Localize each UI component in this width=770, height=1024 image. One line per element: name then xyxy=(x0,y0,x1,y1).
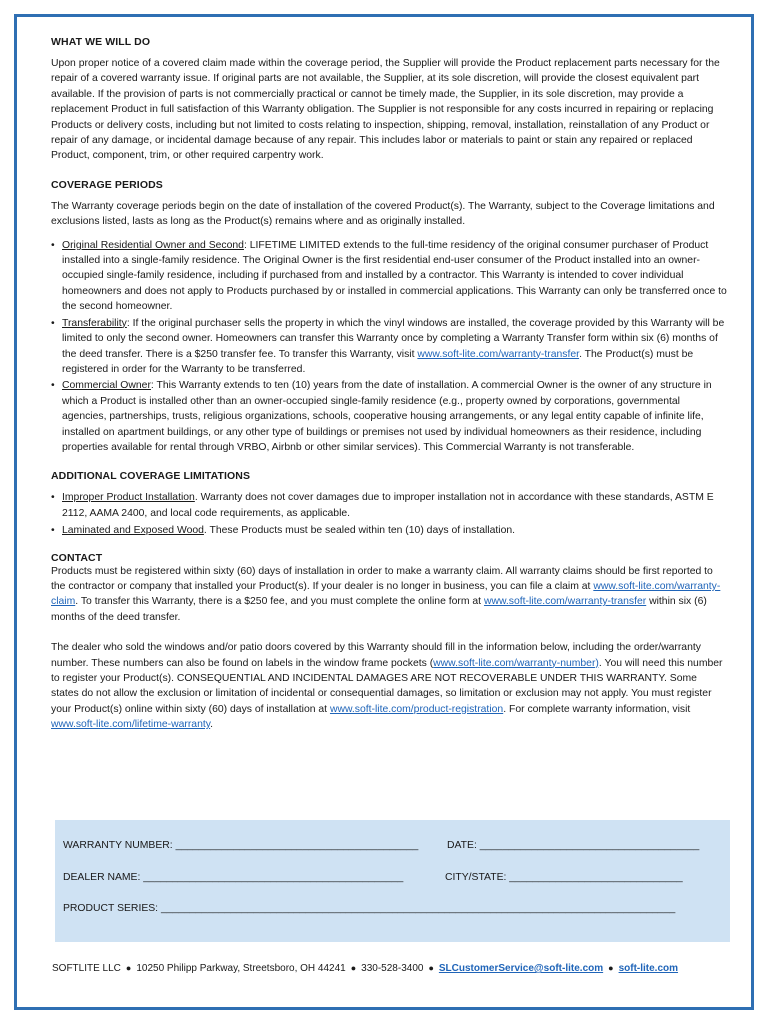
term: Improper Product Installation xyxy=(62,492,195,504)
item-text: . The Product(s) must be registered in order for the Warranty to be transferred. xyxy=(62,348,694,375)
text: . You will need this number to register your Product(s). CONSEQUENTIAL AND INCIDENTAL DAMAGES ARE NOT RECOVERABLE UNDER THIS WARRANTY. Some states do not allow the exclusion or limitation of incidental or consequential damages, so limitation or exclusion may not apply. You must register your Product(s) online within sixty (60) days of installation at xyxy=(51,657,723,715)
date-field[interactable]: DATE: ______________________________________ xyxy=(447,840,700,851)
footer xyxy=(52,963,742,974)
dealer-name-field[interactable]: DEALER NAME: _____________________________________________ xyxy=(63,872,404,883)
warranty-number-field[interactable]: WARRANTY NUMBER: __________________________________________ xyxy=(63,840,419,851)
email-link[interactable]: SLCustomerService@soft-lite.com xyxy=(438,963,604,974)
list-item xyxy=(51,378,727,455)
term: Transferability xyxy=(62,317,127,329)
text: . To transfer this Warranty, there is a $250 fee, and you must complete the online form at xyxy=(75,596,484,608)
section-body: Upon proper notice of a covered claim made within the coverage period, the Supplier will provide the Product replacement parts necessary for the repair of a covered warranty issue. If original parts are not available, the Supplier, at its sole discretion, will provide the closest equivalent part available. If the provision of parts is not commercially practical or cannot be timely made, the Supplier, in its sole discretion, may provide a replacement Product in full satisfaction of this Warranty obligation. The Supplier is not responsible for any costs incurred in repairing or replacing Products or delivery costs, including but not limited to costs relating to inspection, shipping, removal, installation, reinstallation of any Product or repair of any damage, or incidental damage because of any repair. This includes labor or materials to paint or stain any repaired or replaced Product, component, trim, or other required carpentry work. xyxy=(51,58,720,162)
coverage-periods-section xyxy=(51,179,727,456)
limitations-list xyxy=(51,490,727,538)
list-item xyxy=(51,238,727,315)
warranty-number-link[interactable]: www.soft-lite.com/warranty-number) xyxy=(433,657,599,669)
additional-limitations-section xyxy=(51,470,727,538)
section-heading: ADDITIONAL COVERAGE LIMITATIONS xyxy=(51,470,251,483)
warranty-content xyxy=(51,36,727,733)
city-state-field[interactable]: CITY/STATE: ______________________________ xyxy=(445,872,683,883)
warranty-transfer-link[interactable]: www.soft-lite.com/warranty-transfer xyxy=(417,348,580,360)
text: Products must be registered within sixty (60) days of installation in order to make a warranty claim. All warranty claims should be first reported to the contractor or company that installed your Product(s). If your dealer is no longer in business, you can file a claim at xyxy=(51,565,713,592)
list-item xyxy=(51,490,727,521)
item-text: . Warranty does not cover damages due to improper installation not in accordance with these standards, ASTM E 2112, AAMA 2400, and local code requirements, as applicable. xyxy=(62,492,714,519)
bullet-separator: ● xyxy=(608,963,614,973)
dealer-paragraph xyxy=(51,640,727,732)
product-series-field[interactable]: PRODUCT SERIES: _________________________________________________________________________________________ xyxy=(63,903,676,914)
company-name: SOFTLITE LLC xyxy=(52,963,121,974)
item-text: : If the original purchaser sells the property in which the vinyl windows are installed, the coverage provided by this Warranty will be limited to only the second owner. Homeowners can transfer this Warranty once by completing a Warranty Transfer form within six (6) months of the deed transfer. There is a $250 transfer fee. To transfer this Warranty, visit xyxy=(62,317,725,360)
dealer-info-form xyxy=(55,820,730,942)
item-text: : LIFETIME LIMITED extends to the full-time residency of the original consumer purchaser of Product installed into a single-family residence. The Original Owner is the first residential end-user consumer of the Product installed into an owner-occupied single-family residence, including if purchased from and installed by a contractor. This Warranty is intended to cover individual homeowners and does not apply to Products purchased by or installed in commercial applications. This Warranty can only be transferred once to the second homeowner. xyxy=(62,239,727,313)
term: Original Residential Owner and Second xyxy=(62,239,244,251)
lifetime-warranty-link[interactable]: www.soft-lite.com/lifetime-warranty xyxy=(51,719,211,731)
list-item xyxy=(51,316,727,378)
contact-paragraph xyxy=(51,564,727,626)
website-link[interactable]: soft-lite.com xyxy=(618,963,679,974)
bullet-separator: ● xyxy=(428,963,434,973)
section-heading: COVERAGE PERIODS xyxy=(51,178,163,191)
section-intro: The Warranty coverage periods begin on the date of installation of the covered Product(s). The Warranty, subject to the Coverage limitations and exclusions listed, lasts as long as the Product(s) remains where and as originally installed. xyxy=(51,200,715,228)
section-heading: WHAT WE WILL DO xyxy=(51,36,151,48)
text: The dealer who sold the windows and/or patio doors covered by this Warranty should fill in the information below, including the order/warranty number. These numbers can also be found on labels in the window frame pockets ( xyxy=(51,642,701,669)
list-item xyxy=(51,523,727,538)
text: . For complete warranty information, visit xyxy=(503,703,691,715)
warranty-transfer-link[interactable]: www.soft-lite.com/warranty-transfer xyxy=(483,596,647,608)
company-address: 10250 Philipp Parkway, Streetsboro, OH 44241 xyxy=(136,963,346,974)
bullet-separator: ● xyxy=(350,963,357,973)
company-phone: 330-528-3400 xyxy=(361,963,424,974)
contact-section xyxy=(51,552,727,733)
term: Commercial Owner xyxy=(62,380,151,392)
warranty-claim-link[interactable]: www.soft-lite.com/warranty-claim xyxy=(51,580,721,608)
term: Laminated and Exposed Wood xyxy=(62,525,204,537)
coverage-list xyxy=(51,238,727,456)
text: within six (6) months of the deed transfer. xyxy=(51,596,707,623)
item-text: . These Products must be sealed within ten (10) days of installation. xyxy=(203,525,516,537)
section-heading: CONTACT xyxy=(51,551,103,564)
item-text: : This Warranty extends to ten (10) years from the date of installation. A commercial Owner is the owner of any structure in which a Product is installed other than an owner-occupied single-family residence (e.g., property owned by corporations, governmental agencies, partnerships, trusts, religious organizations, schools, cooperative housing arrangements, or any legal entity capable of infinite life, installed on apartment buildings, or any other type of buildings or premises not used by individual homeowners as their residence, including properties available for rental through VRBO, Airbnb or other similar services). This Commercial Warranty is not transferable. xyxy=(62,380,712,453)
what-we-will-do-section xyxy=(51,36,727,164)
product-registration-link[interactable]: www.soft-lite.com/product-registration xyxy=(329,703,504,715)
bullet-separator: ● xyxy=(125,963,132,973)
text: . xyxy=(210,719,214,731)
